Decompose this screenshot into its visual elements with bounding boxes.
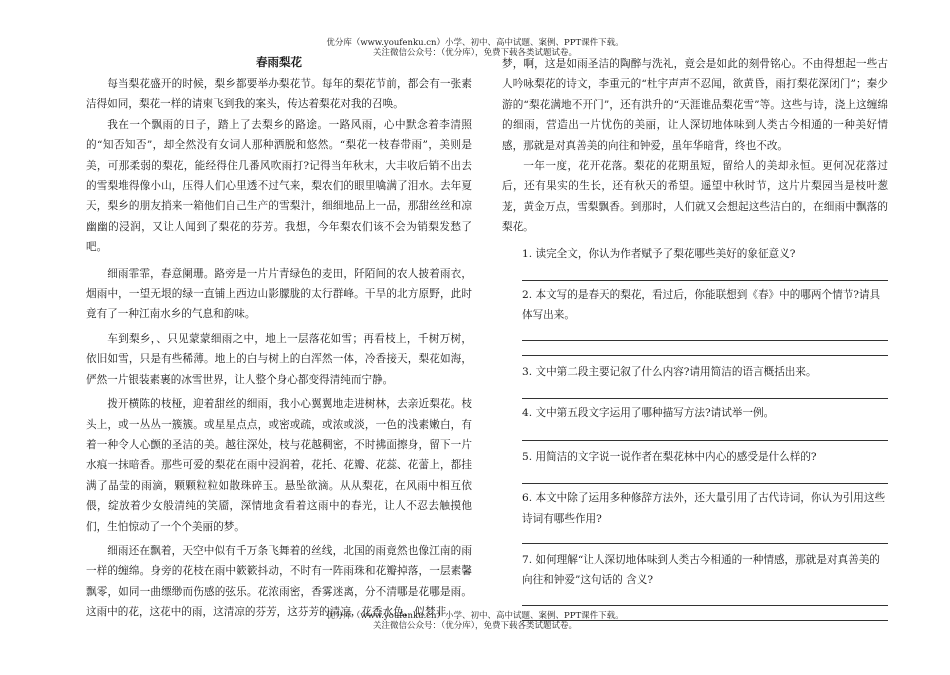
question-text: 2. 本文写的是春天的梨花，看过后，你能联想到《春》中的哪两个情节?请具体写出来。 [522, 289, 881, 322]
question-7 [502, 550, 888, 591]
footer-line-2: 关注微信公众号：（优分库），免费下载各类试题试卷。 [372, 621, 577, 631]
question-text: 5. 用简洁的文字说一说作者在梨花林中内心的感受是什么样的? [522, 450, 817, 463]
header-line-1: 优分库（www.youfenku.cn）小学、初中、高中试题、案例、PPT课件下载。 [326, 38, 624, 48]
article-paragraph: 一年一度，花开花落。梨花的花期虽短，留给人的美却永恒。更何况花落过后，还有果实的生长，还有秋天的希望。遥望中秋时节，这片片梨园当是枝叶葱茏，黄金万点，雪梨飘香。到那时，人们就又会想起这些洁白的，在细雨中飘落的梨花。 [502, 160, 888, 234]
question-text: 1. 读完全文，你认为作者赋予了梨花哪些美好的象征意义? [522, 247, 796, 260]
left-column [86, 54, 472, 623]
page-footer [0, 611, 950, 631]
question-text: 4. 文中第五段文字运用了哪种描写方法?请试举一例。 [522, 407, 775, 420]
question-1 [502, 244, 888, 264]
question-text: 3. 文中第二段主要记叙了什么内容?请用简洁的语言概括出来。 [522, 365, 817, 378]
question-text: 6. 本文中除了运用多种修辞方法外，还大量引用了古代诗词，你认为引用这些诗词有哪些作用? [522, 492, 886, 525]
question-text: 7. 如何理解“让人深切地体味到人类古今相通的一种情感，那就是对真善美的向往和钟爱”这句话的 含义? [522, 553, 880, 587]
article-continuation: 梦，啊，这是如雨圣洁的陶醉与洗礼，竟会是如此的刻骨铭心。不由得想起一些古人吟咏梨花的诗文，李重元的“杜宇声声不忍闻，欲黄昏，雨打梨花深闭门”；秦少游的“梨花满地不开门”，还有洪升的“天涯谁品梨花雪”等。这些与诗，浇上这缠绵的细雨，营造出一片忧伤的美丽，让人深切地体味到人类古今相通的一种美好情感，那就是对真善美的向往和钟爱，虽年华暗背，终也不改。 [502, 58, 888, 152]
article-paragraph: 拨开横陈的枝桠，迎着甜丝的细雨，我小心翼翼地走进树林，去亲近梨花。枝头上，或一丛丛一簇簇。或星星点点，或密或疏，或浓或淡，一色的浅素嫩白，有着一种令人心颤的圣洁的美。越往深处，枝与花越稠密，不时拂面擦身，留下一片水痕一抹暗香。那些可爱的梨花在雨中浸润着，花托、花瓣、花蕊、花蕾上，都挂满了晶莹的雨滴，颗颗粒粒如散珠碎玉。悬坠欲滴。从从梨花，在风雨中相互依偎，绽放着少女般清纯的笑靥，深情地贪看着这雨中的春光，让人不忍去触摸他们，生怕惊动了一个个美丽的梦。 [86, 398, 472, 533]
article-paragraph: 我在一个飘雨的日子，踏上了去梨乡的路途。一路风雨，心中默念着李清照的“知否知否”，却全然没有女词人那种洒脱和悠然。“梨花一枝春带雨”，美则是美，可那柔弱的梨花，能经得住几番风吹雨打?记得当年秋末，大丰收后销不出去的雪梨堆得像小山，压得人们心里透不过气来，梨农们的眼里噙满了泪水。去年夏天，梨乡的朋友捎来一箱他们自己生产的雪梨汁，细细地品上一品，那甜丝丝和凉幽幽的浸润，又让人闻到了梨花的芬芳。我想，今年梨农们该不会为销梨发愁了吧。 [86, 118, 472, 254]
question-6 [502, 488, 888, 529]
question-3 [502, 362, 888, 382]
question-5 [502, 447, 888, 467]
answer-line[interactable] [522, 483, 888, 484]
footer-line-1: 优分库（www.youfenku.cn）小学、初中、高中试题、案例、PPT课件下载。 [326, 611, 624, 621]
header-line-2: 关注微信公众号：（优分库），免费下载各类试题试卷。 [372, 48, 577, 58]
question-4 [502, 403, 888, 423]
question-2 [502, 285, 888, 326]
article-paragraph: 每当梨花盛开的时候，梨乡都要举办梨花节。每年的梨花节前，都会有一张素洁得如同，梨花一样的请柬飞到我的案头，传达着梨花对我的召唤。 [86, 78, 472, 111]
article-paragraph: 细雨还在飘着，天空中似有千万条飞舞着的丝线，北国的雨竟然也像江南的雨一样的缠绵。身旁的花枝在雨中簌簌抖动，不时有一阵雨珠和花瓣掉落，一层素馨飘零，如同一曲缥缈而伤感的弦乐。花浓雨密，香雾迷离，分不清哪是花哪是雨。这雨中的花，这花中的雨，这清凉的芬芳，这芬芳的清凉，花香水色，似梦非 [86, 544, 472, 619]
answer-line[interactable] [522, 543, 888, 544]
article-paragraph: 车到梨乡，、只见蒙蒙细雨之中，地上一层落花如雪；再看枝上，千树万树，依旧如雪，只是有些稀薄。地上的白与树上的白浑然一体，冷香接天，梨花如海，俨然一片银装素裹的冰雪世界，让人整个身心都变得清纯而宁静。 [86, 332, 472, 386]
answer-line[interactable] [522, 440, 888, 441]
answer-line[interactable] [522, 280, 888, 281]
article-title: 春雨梨花 [256, 55, 302, 69]
answer-line[interactable] [522, 355, 888, 356]
answer-line[interactable] [522, 398, 888, 399]
article-paragraph: 细雨霏霏，春意阑珊。路旁是一片片青绿色的麦田，阡陌间的农人披着雨衣，烟雨中，一望无垠的绿一直铺上西边山影朦胧的太行群峰。干旱的北方原野，此时竟有了一种江南水乡的气息和韵味。 [86, 267, 472, 321]
right-column [502, 54, 888, 621]
